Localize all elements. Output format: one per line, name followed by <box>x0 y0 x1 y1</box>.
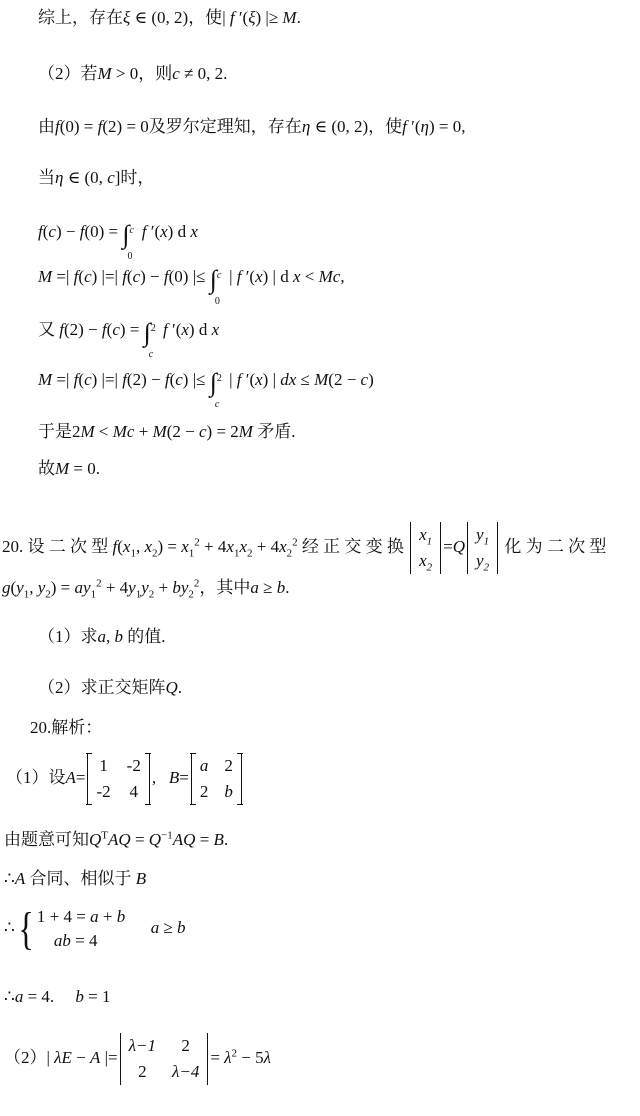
formula-bound-2: M =| f(c) |=| f(2) − f(c) |≤ ∫ 2 c | f ′(x) | dx ≤ M(2 − c) <box>38 368 374 410</box>
question-20: 20. 设 二 次 型 $f(x_1$, $x_2) = x_1^2 + 4x_1x_2 + 4x_2^2$ 经 正 交 变 换 $x_1$ $x_2$ =Q $y_1$ $y_2$ 化 为 二 次 型 <box>2 522 606 574</box>
vector-y: $y_1$ $y_2$ <box>467 522 498 574</box>
solution-heading: 20.解析： <box>30 718 103 737</box>
matrix-a: 1 -2 -2 4 <box>87 753 149 805</box>
question-20-part-1: （1）求a, b 的值. <box>38 627 166 646</box>
question-20-part-2: （2）求正交矩阵Q. <box>38 678 183 697</box>
line-therefore: 故M = 0. <box>38 459 101 478</box>
solution-set-matrices: （1）设A= 1 -2 -2 4 , B= a 2 2 b <box>6 750 244 806</box>
vector-x: $x_1$ $x_2$ <box>410 522 441 574</box>
formula-bound-1: M =| f(c) |=| f(c) − f(0) |≤ ∫ c 0 | f ′(x) | d x < Mc, <box>38 265 345 307</box>
determinant: λ−1 2 2 λ−4 <box>120 1033 209 1085</box>
line-rolle: 由f(0) = f(2) = 0及罗尔定理知，存在η ∈ (0, 2)，使f ′(η) = 0, <box>38 117 466 136</box>
line-contradiction: 于是2M < Mc + M(2 − c) = 2M 矛盾. <box>38 422 296 441</box>
line-conclusion: 综上，存在ξ ∈ (0, 2)，使| f ′(ξ) |≥ M. <box>38 8 301 27</box>
solution-characteristic: （2）| λE − A |= λ−1 2 2 λ−4 = $\lambda^2 - 5\lambda$ <box>4 1030 271 1086</box>
matrix-b: a 2 2 b <box>191 753 242 805</box>
formula-integral-1: f(c) − f(0) = ∫ c 0 f ′(x) d x <box>38 220 198 262</box>
line-case-2: （2）若M > 0，则c ≠ 0, 2. <box>38 64 228 83</box>
solution-system: ∴{ 1 + 4 = a + b ab = 4 a ≥ b <box>4 903 186 955</box>
solution-values: ∴a = 4. b = 1 <box>4 987 111 1006</box>
solution-similarity: 由题意可知$Q^TAQ = Q^{-1}AQ = B$. <box>4 829 229 849</box>
solution-congruent: ∴A 合同、相似于 B <box>4 869 147 888</box>
formula-integral-2: 又 f(2) − f(c) = ∫ 2 c f ′(x) d x <box>38 318 220 360</box>
question-20-form-g: $g(y_1$, $y_2) = ay_1^2 + 4y_1y_2 + by_2^2$，其中a ≥ b. <box>2 577 290 601</box>
line-when: 当η ∈ (0, c]时， <box>38 168 155 187</box>
